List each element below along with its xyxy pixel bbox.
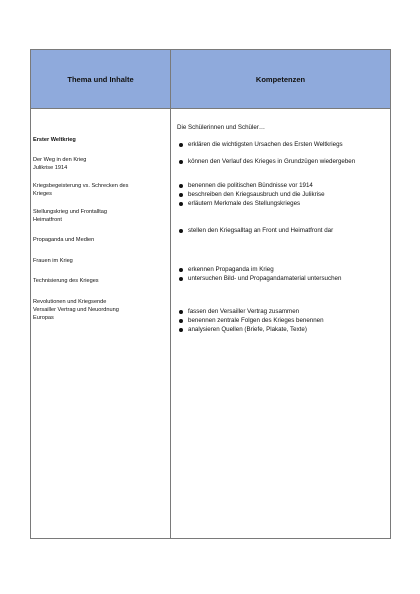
bullet-icon <box>179 277 183 281</box>
header-topic: Thema und Inhalte <box>67 74 134 84</box>
bullet-icon <box>179 184 183 188</box>
bullet-icon <box>179 160 183 164</box>
bullet-icon <box>179 229 183 233</box>
bullet-icon <box>179 310 183 314</box>
bullet-icon <box>179 328 183 332</box>
bullet-icon <box>179 202 183 206</box>
bullet-icon <box>179 143 183 147</box>
bullet-icon <box>179 193 183 197</box>
topic-line: Krieges <box>33 191 52 197</box>
curriculum-table: Thema und Inhalte Kompetenzen Erster Weltkrieg Der Weg in den Krieg Julikrise 1914 Kriegsbegeisterung vs. Schrecken des Krieges Stellungskrieg und Frontalltag Heimatfront Propaganda und Medien Frauen im Krieg Technisierung des Krieges Revolutionen und Kriegsende Versailler Vertrag und Neuordnung Europas Die Schülerinnen und Schüler… erklären die wichtigsten Ursachen des Ersten Weltkriegs können den Verlauf des Krieges in Grundzügen wiedergeben benennen die politischen Bündnisse vor 1914 beschreiben den Kriegsausbruch und die Julikrise erläutern Merkmale des Stellungskrieges stellen den Kriegsalltag an Front und Heimatfront dar erkennen Propaganda im Krieg untersuchen Bild- und Propagandamaterial untersuchen fassen den Versailler Vertrag zusammen benennen zentrale Folgen des Krieges benennen analysieren Quellen (Briefe, Plakate, Texte) <box>30 49 391 539</box>
topic-line: Europas <box>33 315 54 321</box>
topic-title: Erster Weltkrieg <box>33 137 76 143</box>
competency-intro: Die Schülerinnen und Schüler… <box>177 124 266 131</box>
topic-line: Frauen im Krieg <box>33 258 73 264</box>
topic-line: Versailler Vertrag und Neuordnung <box>33 307 119 313</box>
topic-line: Propaganda und Medien <box>33 237 95 243</box>
topic-line: Der Weg in den Krieg <box>33 157 87 163</box>
bullet-icon <box>179 319 183 323</box>
topic-line: Kriegsbegeisterung vs. Schrecken des <box>33 183 129 189</box>
topic-line: Julikrise 1914 <box>33 165 68 171</box>
topic-line: Stellungskrieg und Frontalltag <box>33 209 108 215</box>
header-competencies: Kompetenzen <box>255 74 306 84</box>
table-header <box>31 50 390 109</box>
topic-line: Heimatfront <box>33 217 62 223</box>
topic-line: Technisierung des Krieges <box>33 278 99 284</box>
column-divider <box>170 50 171 538</box>
topic-line: Revolutionen und Kriegsende <box>33 299 107 305</box>
bullet-icon <box>179 268 183 272</box>
